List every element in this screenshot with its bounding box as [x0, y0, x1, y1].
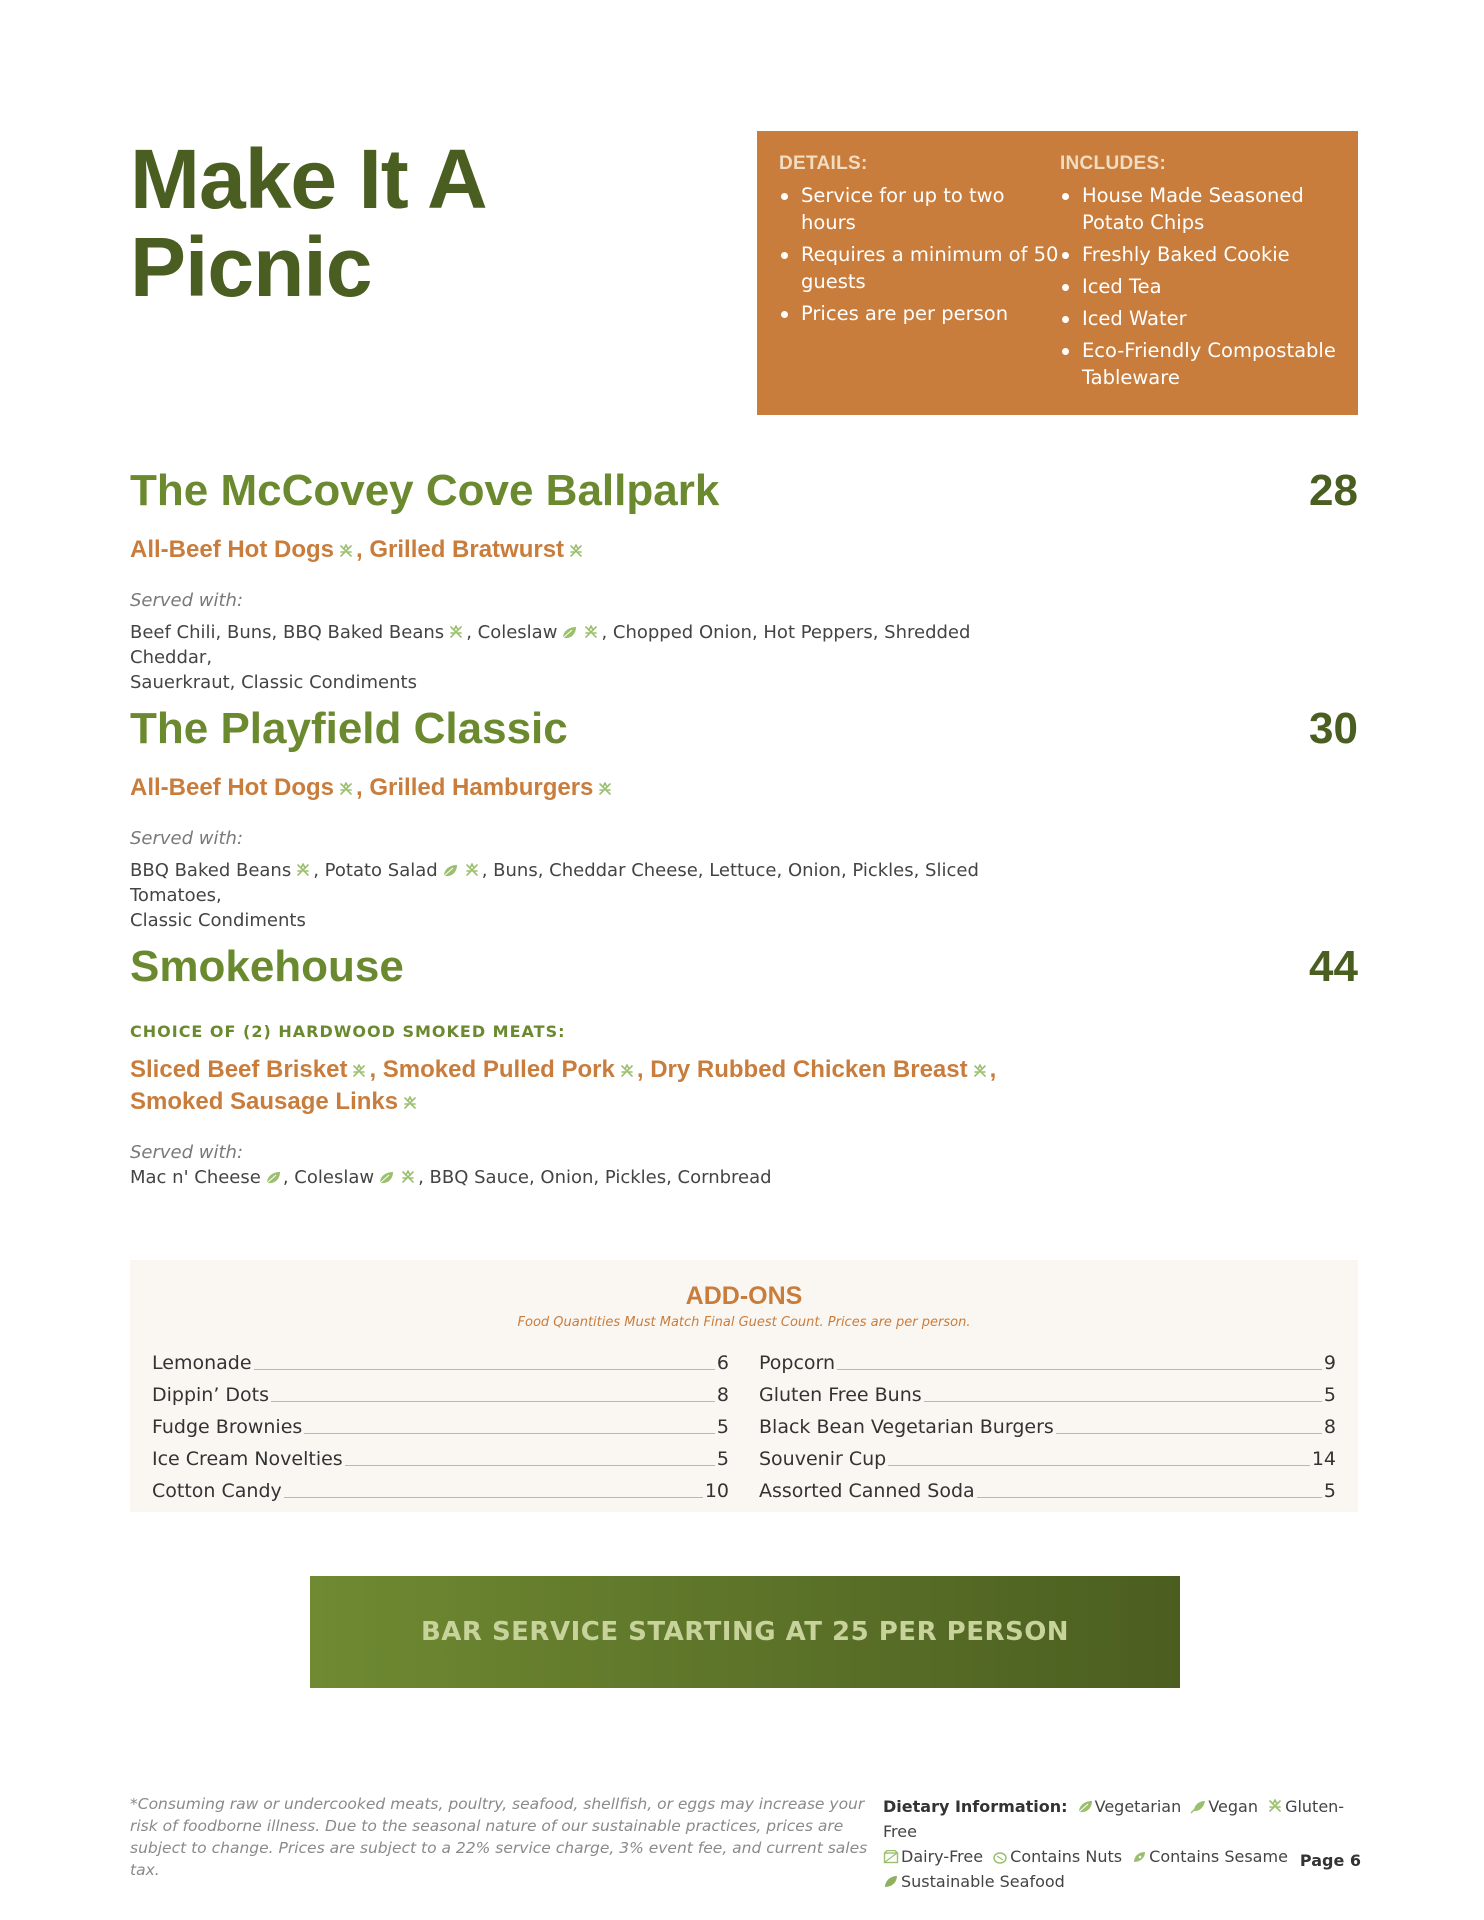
sustainable-seafood-icon: [883, 1875, 899, 1889]
page-number: Page 6: [1299, 1851, 1361, 1870]
includes-heading: INCLUDES:: [1059, 153, 1167, 174]
includes-item: House Made Seasoned Potato Chips: [1060, 182, 1338, 236]
addon-price: 5: [1323, 1384, 1336, 1406]
leader-line: [837, 1369, 1322, 1370]
gluten-free-icon: [400, 1169, 416, 1185]
leader-line: [345, 1465, 715, 1466]
main-item: All-Beef Hot Dogs: [130, 774, 334, 801]
gluten-free-icon: [568, 543, 584, 559]
leader-line: [888, 1465, 1310, 1466]
served-with-label: Served with:: [130, 1142, 244, 1163]
addon-name: Gluten Free Buns: [759, 1384, 922, 1406]
gluten-free-icon: [972, 1063, 988, 1079]
includes-column: [1060, 153, 1338, 415]
dietary-label: Dietary Information:: [883, 1797, 1068, 1816]
addon-row: [152, 1470, 729, 1502]
main-item: Grilled Bratwurst: [369, 536, 565, 563]
leader-line: [284, 1497, 703, 1498]
addon-name: Souvenir Cup: [759, 1448, 887, 1470]
includes-item: Iced Tea: [1060, 273, 1338, 300]
legend-vegan: Vegan: [1208, 1797, 1258, 1816]
main-item: Smoked Pulled Pork: [382, 1056, 615, 1083]
gluten-free-icon: [338, 543, 354, 559]
package-title: The Playfield Classic: [130, 704, 568, 753]
addon-row: [759, 1438, 1336, 1470]
gluten-free-icon: [448, 624, 464, 640]
served-item: Potato Salad: [324, 860, 438, 881]
addon-price: 9: [1323, 1352, 1336, 1374]
addon-price: 14: [1311, 1448, 1336, 1470]
addon-price: 8: [1323, 1416, 1336, 1438]
addons-section: [130, 1260, 1358, 1512]
package-title: Smokehouse: [130, 942, 404, 991]
details-heading: DETAILS:: [779, 153, 868, 174]
addon-row: [759, 1342, 1336, 1374]
gluten-free-icon: [597, 781, 613, 797]
page-title-line-1: Make It A: [130, 132, 487, 226]
legend-sustainable-seafood: Sustainable Seafood: [901, 1872, 1065, 1891]
gluten-free-icon: [338, 781, 354, 797]
includes-item: Eco-Friendly Compostable Tableware: [1060, 337, 1338, 391]
leader-line: [271, 1401, 715, 1402]
addon-name: Lemonade: [152, 1352, 252, 1374]
details-item: Prices are per person: [779, 300, 1060, 327]
served-with-label: Served with:: [130, 828, 244, 849]
served-item: BBQ Sauce, Onion, Pickles, Cornbread: [429, 1167, 772, 1188]
disclaimer: *Consuming raw or undercooked meats, poultry, seafood, shellfish, or eggs may increase your risk of foodborne illness. Due to the seasonal nature of our sustainable practices, prices are subject to change. Prices are subject to a 22% service charge, 3% event fee, and current sales tax.: [130, 1795, 868, 1879]
leader-line: [924, 1401, 1322, 1402]
addon-row: [759, 1470, 1336, 1502]
details-item: Service for up to two hours: [779, 182, 1060, 236]
includes-list: [1060, 182, 1338, 391]
addon-name: Assorted Canned Soda: [759, 1480, 975, 1502]
gluten-free-icon: [583, 624, 599, 640]
gluten-free-icon: [619, 1063, 635, 1079]
addon-row: [759, 1406, 1336, 1438]
addon-price: 10: [704, 1480, 729, 1502]
legend-contains-nuts: Contains Nuts: [1010, 1847, 1123, 1866]
leader-line: [1056, 1433, 1322, 1434]
addon-price: 5: [1323, 1480, 1336, 1502]
legend-vegetarian: Vegetarian: [1094, 1797, 1182, 1816]
served-with-items: Mac n' Cheese , Coleslaw , BBQ Sauce, Onion, Pickles, Cornbread: [130, 1167, 772, 1188]
addon-price: 6: [716, 1352, 729, 1374]
package-price: 30: [1309, 704, 1358, 753]
served-item: Coleslaw: [477, 622, 558, 643]
addon-row: [152, 1438, 729, 1470]
package-mains: All-Beef Hot Dogs , Grilled Bratwurst: [130, 534, 1030, 566]
main-item: All-Beef Hot Dogs: [130, 536, 334, 563]
details-item: Requires a minimum of 50 guests: [779, 241, 1060, 295]
served-item: Sauerkraut, Classic Condiments: [130, 672, 417, 693]
addon-name: Popcorn: [759, 1352, 836, 1374]
addons-right-column: [759, 1342, 1336, 1502]
legend-gluten-free: Gluten-Free: [883, 1797, 1345, 1841]
legend-contains-sesame: Contains Sesame: [1149, 1847, 1288, 1866]
addon-name: Dippin’ Dots: [152, 1384, 270, 1406]
bar-service-banner: [310, 1576, 1180, 1688]
page-title-line-2: Picnic: [130, 220, 372, 314]
addon-price: 5: [716, 1448, 729, 1470]
gluten-free-icon: [295, 862, 311, 878]
gluten-free-icon: [464, 862, 480, 878]
details-column: [779, 153, 1060, 415]
main-item: Sliced Beef Brisket: [130, 1056, 348, 1083]
includes-item: Iced Water: [1060, 305, 1338, 332]
dietary-legend: [883, 1794, 1363, 1894]
package-price: 44: [1309, 942, 1358, 991]
choice-label: CHOICE OF (2) HARDWOOD SMOKED MEATS:: [130, 1022, 566, 1041]
served-with-label: Served with:: [130, 590, 244, 611]
leader-line: [254, 1369, 715, 1370]
legend-dairy-free: Dairy-Free: [901, 1847, 984, 1866]
package-title: The McCovey Cove Ballpark: [130, 466, 720, 515]
addon-row: [759, 1374, 1336, 1406]
package-mains: All-Beef Hot Dogs , Grilled Hamburgers: [130, 772, 1030, 804]
addon-price: 5: [716, 1416, 729, 1438]
served-item: Coleslaw: [294, 1167, 375, 1188]
package-mains: Sliced Beef Brisket , Smoked Pulled Pork , Dry Rubbed Chicken Breast , Smoked Sausage Links: [130, 1056, 997, 1115]
vegetarian-icon: [265, 1171, 281, 1185]
vegan-icon: [1190, 1800, 1206, 1814]
gluten-free-icon: [1267, 1798, 1283, 1814]
details-list: [779, 182, 1060, 327]
addon-name: Ice Cream Novelties: [152, 1448, 343, 1470]
addon-row: [152, 1342, 729, 1374]
main-item: Grilled Hamburgers: [369, 774, 594, 801]
contains-sesame-icon: [1131, 1850, 1147, 1864]
addons-left-column: [152, 1342, 729, 1502]
vegetarian-icon: [561, 626, 577, 640]
leader-line: [977, 1497, 1322, 1498]
contains-nuts-icon: [992, 1850, 1008, 1864]
addon-name: Fudge Brownies: [152, 1416, 303, 1438]
served-item: Classic Condiments: [130, 910, 306, 931]
page-title: [130, 132, 690, 314]
package-price: 28: [1309, 466, 1358, 515]
addons-grid: [152, 1342, 1336, 1502]
vegetarian-icon: [442, 864, 458, 878]
includes-item: Freshly Baked Cookie: [1060, 241, 1338, 268]
served-item: Mac n' Cheese: [130, 1167, 261, 1188]
served-item: Chopped Onion, Hot Peppers, Shredded Cheddar,: [130, 622, 971, 668]
main-item: Dry Rubbed Chicken Breast: [650, 1056, 968, 1083]
addon-name: Black Bean Vegetarian Burgers: [759, 1416, 1054, 1438]
served-item: Beef Chili, Buns, BBQ Baked Beans: [130, 622, 445, 643]
main-item: Smoked Sausage Links: [130, 1088, 399, 1115]
gluten-free-icon: [351, 1063, 367, 1079]
addon-price: 8: [716, 1384, 729, 1406]
served-item: Buns, Cheddar Cheese, Lettuce, Onion, Pickles, Sliced Tomatoes,: [130, 860, 979, 906]
bar-service-text: BAR SERVICE STARTING AT 25 PER PERSON: [420, 1617, 1070, 1647]
vegetarian-icon: [1077, 1800, 1093, 1814]
addons-title: ADD-ONS: [685, 1282, 803, 1310]
addons-subtitle: Food Quantities Must Match Final Guest Count. Prices are per person.: [517, 1315, 971, 1330]
addon-row: [152, 1406, 729, 1438]
vegetarian-icon: [378, 1171, 394, 1185]
served-item: BBQ Baked Beans: [130, 860, 292, 881]
served-with-items: BBQ Baked Beans , Potato Salad , Buns, Cheddar Cheese, Lettuce, Onion, Pickles, Sliced Tomatoes, Classic Condiments: [130, 860, 979, 931]
addon-name: Cotton Candy: [152, 1480, 282, 1502]
leader-line: [304, 1433, 715, 1434]
details-box: [757, 131, 1358, 415]
gluten-free-icon: [402, 1095, 418, 1111]
served-with-items: Beef Chili, Buns, BBQ Baked Beans , Coleslaw , Chopped Onion, Hot Peppers, Shredded Cheddar, Sauerkraut, Classic Condiments: [130, 622, 971, 693]
addon-row: [152, 1374, 729, 1406]
dairy-free-icon: [883, 1850, 899, 1864]
